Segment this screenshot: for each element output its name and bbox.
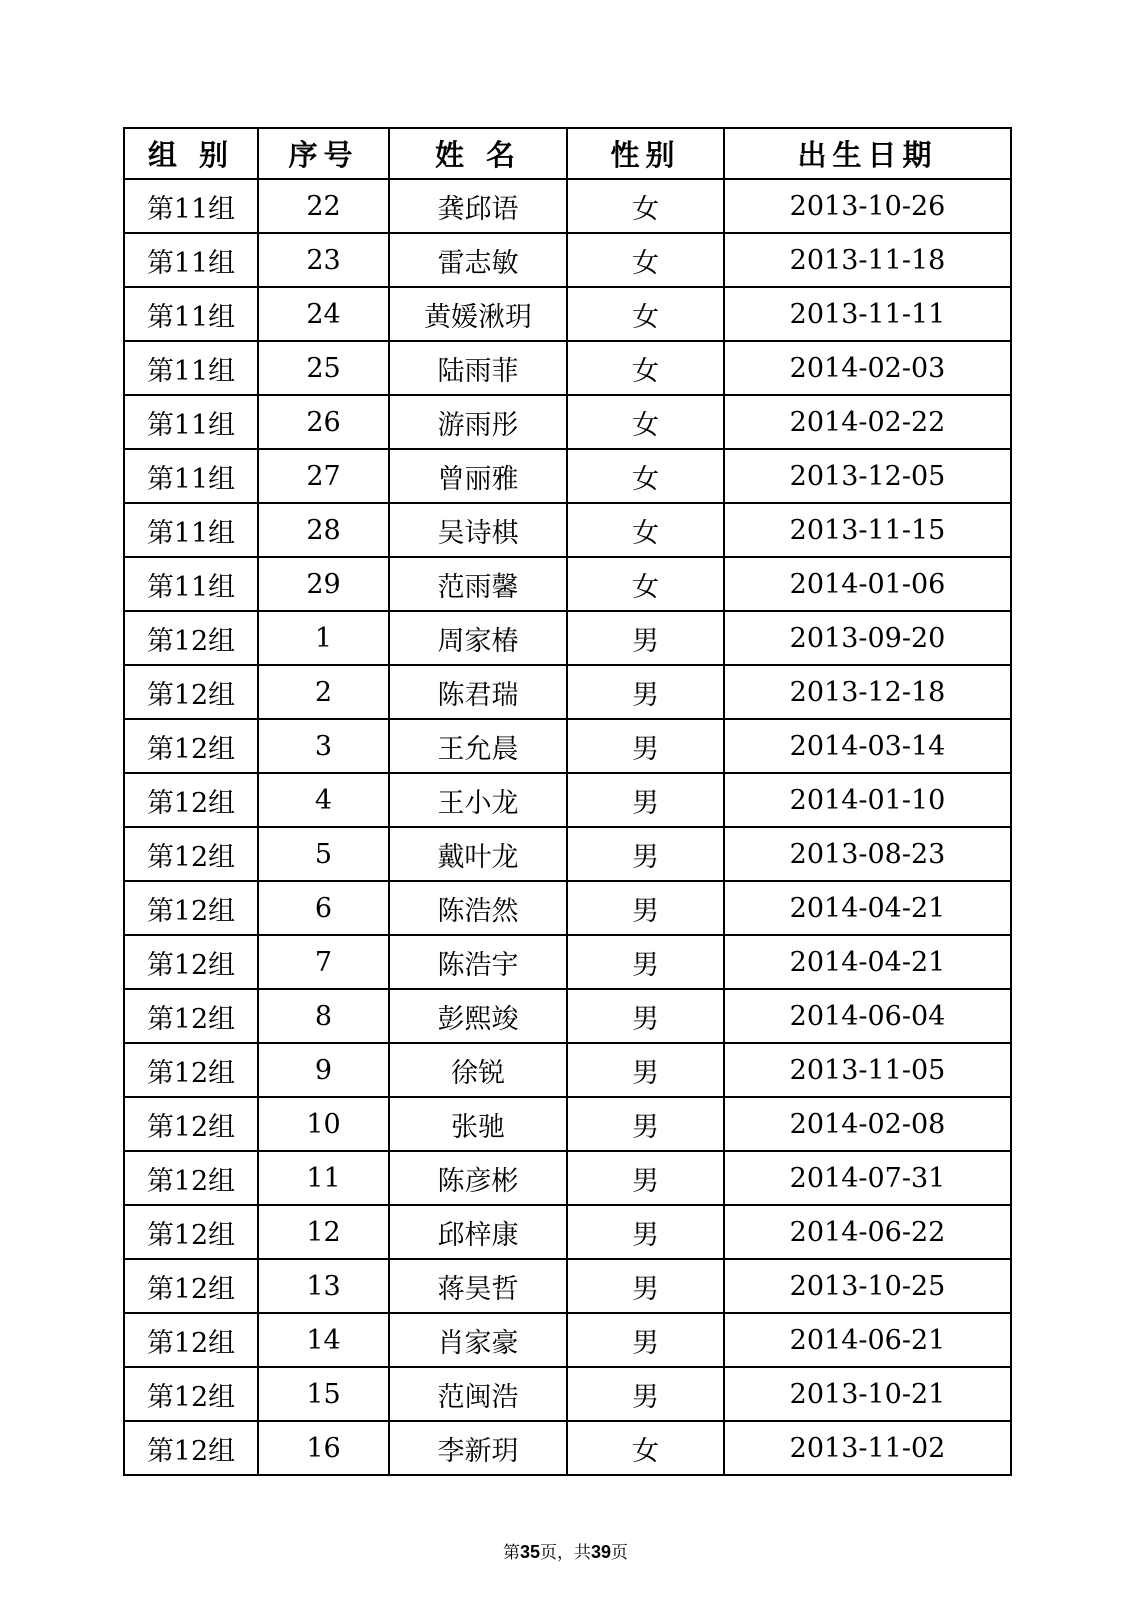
table-row [124,503,1011,557]
cell-seq: 9 [258,1043,389,1097]
table-row [124,449,1011,503]
cell-name: 雷志敏 [389,233,567,287]
cell-seq: 29 [258,557,389,611]
cell-group: 第12组 [124,1421,258,1475]
table-row [124,881,1011,935]
cell-gender: 男 [567,1259,724,1313]
cell-name: 李新玥 [389,1421,567,1475]
table-row [124,1097,1011,1151]
cell-name: 彭熙竣 [389,989,567,1043]
cell-gender: 男 [567,881,724,935]
cell-name: 范雨馨 [389,557,567,611]
cell-seq: 24 [258,287,389,341]
cell-group: 第11组 [124,233,258,287]
cell-seq: 4 [258,773,389,827]
cell-seq: 8 [258,989,389,1043]
cell-gender: 男 [567,1097,724,1151]
cell-group: 第12组 [124,665,258,719]
cell-seq: 7 [258,935,389,989]
table-row [124,557,1011,611]
cell-birthdate: 2014-04-21 [724,881,1011,935]
cell-birthdate: 2014-01-06 [724,557,1011,611]
cell-seq: 1 [258,611,389,665]
cell-gender: 女 [567,449,724,503]
cell-seq: 3 [258,719,389,773]
cell-seq: 26 [258,395,389,449]
table-row [124,287,1011,341]
footer-suffix: 页 [611,1543,629,1563]
cell-seq: 11 [258,1151,389,1205]
cell-birthdate: 2013-11-11 [724,287,1011,341]
cell-name: 肖家豪 [389,1313,567,1367]
cell-group: 第12组 [124,989,258,1043]
cell-gender: 女 [567,557,724,611]
cell-birthdate: 2014-02-22 [724,395,1011,449]
cell-gender: 男 [567,1313,724,1367]
cell-birthdate: 2014-07-31 [724,1151,1011,1205]
cell-group: 第12组 [124,827,258,881]
header-birthdate: 出生日期 [724,128,1011,179]
table-row [124,935,1011,989]
cell-name: 陈君瑞 [389,665,567,719]
header-name: 姓 名 [389,128,567,179]
cell-name: 王小龙 [389,773,567,827]
cell-group: 第11组 [124,449,258,503]
cell-birthdate: 2013-11-02 [724,1421,1011,1475]
cell-group: 第12组 [124,773,258,827]
cell-birthdate: 2013-10-26 [724,179,1011,233]
cell-name: 邱梓康 [389,1205,567,1259]
cell-group: 第11组 [124,179,258,233]
cell-gender: 女 [567,1421,724,1475]
cell-name: 周家椿 [389,611,567,665]
cell-seq: 25 [258,341,389,395]
cell-seq: 13 [258,1259,389,1313]
header-seq: 序号 [258,128,389,179]
cell-name: 曾丽雅 [389,449,567,503]
header-group: 组 别 [124,128,258,179]
table-row [124,179,1011,233]
cell-gender: 男 [567,935,724,989]
cell-name: 陈浩然 [389,881,567,935]
cell-name: 王允晨 [389,719,567,773]
cell-name: 游雨彤 [389,395,567,449]
table-body [124,179,1011,1475]
cell-seq: 15 [258,1367,389,1421]
cell-seq: 6 [258,881,389,935]
roster-table [123,127,1012,1476]
cell-birthdate: 2014-06-21 [724,1313,1011,1367]
cell-seq: 12 [258,1205,389,1259]
cell-name: 戴叶龙 [389,827,567,881]
cell-seq: 23 [258,233,389,287]
footer-prefix: 第 [502,1543,520,1563]
cell-name: 陈彦彬 [389,1151,567,1205]
cell-group: 第11组 [124,503,258,557]
cell-group: 第12组 [124,1367,258,1421]
current-page-number: 35 [519,1542,540,1562]
cell-birthdate: 2014-01-10 [724,773,1011,827]
cell-name: 黄媛湫玥 [389,287,567,341]
table-row [124,1205,1011,1259]
cell-birthdate: 2014-04-21 [724,935,1011,989]
cell-gender: 男 [567,989,724,1043]
footer-middle: 页，共 [540,1543,591,1563]
cell-group: 第11组 [124,341,258,395]
cell-group: 第11组 [124,287,258,341]
cell-gender: 男 [567,1151,724,1205]
cell-group: 第12组 [124,1151,258,1205]
cell-seq: 5 [258,827,389,881]
table-row [124,395,1011,449]
table-row [124,1151,1011,1205]
cell-group: 第12组 [124,1097,258,1151]
cell-seq: 27 [258,449,389,503]
cell-birthdate: 2013-11-05 [724,1043,1011,1097]
cell-gender: 男 [567,719,724,773]
cell-group: 第12组 [124,1259,258,1313]
table-row [124,1259,1011,1313]
cell-group: 第12组 [124,719,258,773]
cell-name: 陈浩宇 [389,935,567,989]
cell-gender: 女 [567,233,724,287]
cell-gender: 男 [567,773,724,827]
cell-birthdate: 2013-10-25 [724,1259,1011,1313]
cell-group: 第11组 [124,557,258,611]
table-row [124,989,1011,1043]
cell-name: 龚邱语 [389,179,567,233]
table-row [124,1313,1011,1367]
table-row [124,233,1011,287]
cell-birthdate: 2014-02-08 [724,1097,1011,1151]
cell-gender: 男 [567,665,724,719]
page-footer [0,1538,1131,1563]
header-row [124,128,1011,179]
cell-gender: 男 [567,1043,724,1097]
cell-gender: 男 [567,1205,724,1259]
cell-gender: 男 [567,827,724,881]
cell-birthdate: 2013-11-18 [724,233,1011,287]
cell-seq: 22 [258,179,389,233]
cell-seq: 16 [258,1421,389,1475]
table-row [124,773,1011,827]
cell-gender: 男 [567,1367,724,1421]
header-gender: 性别 [567,128,724,179]
cell-name: 徐锐 [389,1043,567,1097]
cell-group: 第12组 [124,611,258,665]
cell-gender: 女 [567,395,724,449]
cell-seq: 2 [258,665,389,719]
cell-name: 范闽浩 [389,1367,567,1421]
cell-birthdate: 2013-11-15 [724,503,1011,557]
table-row [124,827,1011,881]
table-row [124,611,1011,665]
cell-birthdate: 2014-02-03 [724,341,1011,395]
table-row [124,1367,1011,1421]
cell-name: 吴诗棋 [389,503,567,557]
cell-group: 第12组 [124,881,258,935]
cell-birthdate: 2013-10-21 [724,1367,1011,1421]
cell-birthdate: 2013-12-05 [724,449,1011,503]
cell-birthdate: 2014-06-04 [724,989,1011,1043]
cell-seq: 14 [258,1313,389,1367]
cell-group: 第12组 [124,1205,258,1259]
cell-birthdate: 2014-06-22 [724,1205,1011,1259]
cell-name: 蒋昊哲 [389,1259,567,1313]
cell-gender: 女 [567,179,724,233]
cell-birthdate: 2014-03-14 [724,719,1011,773]
cell-group: 第12组 [124,1043,258,1097]
cell-seq: 28 [258,503,389,557]
cell-gender: 男 [567,611,724,665]
cell-group: 第11组 [124,395,258,449]
cell-birthdate: 2013-09-20 [724,611,1011,665]
table-row [124,665,1011,719]
cell-birthdate: 2013-12-18 [724,665,1011,719]
cell-gender: 女 [567,287,724,341]
cell-gender: 女 [567,503,724,557]
cell-seq: 10 [258,1097,389,1151]
cell-group: 第12组 [124,1313,258,1367]
cell-gender: 女 [567,341,724,395]
table-row [124,341,1011,395]
table-row [124,1421,1011,1475]
total-page-number: 39 [591,1542,612,1562]
table-row [124,1043,1011,1097]
cell-birthdate: 2013-08-23 [724,827,1011,881]
cell-name: 张驰 [389,1097,567,1151]
cell-name: 陆雨菲 [389,341,567,395]
table-row [124,719,1011,773]
cell-group: 第12组 [124,935,258,989]
